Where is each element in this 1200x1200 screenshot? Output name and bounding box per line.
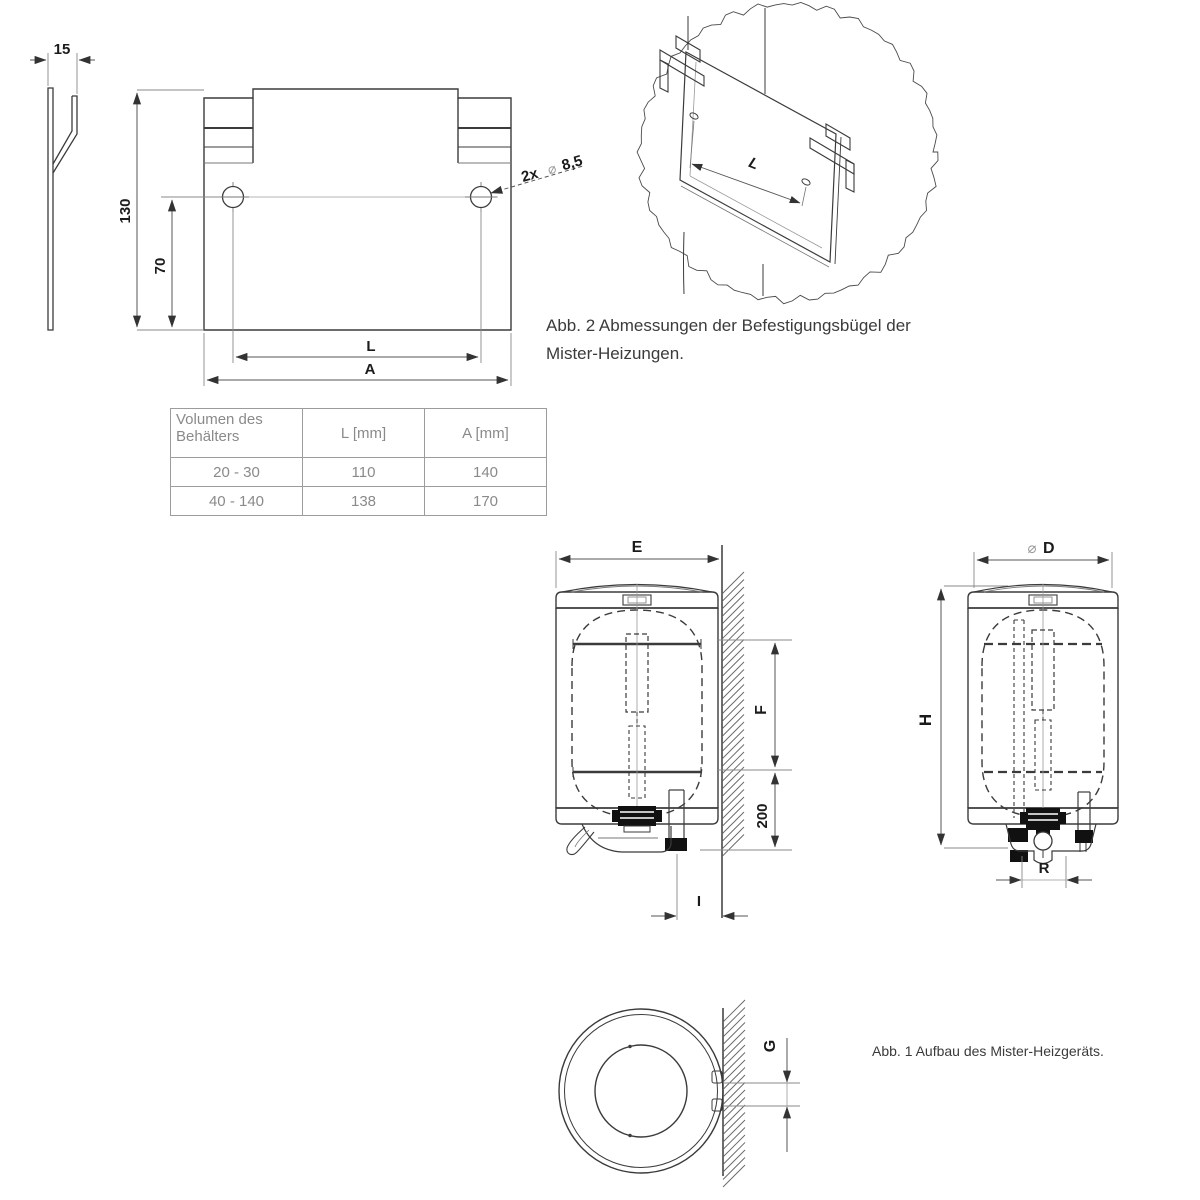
dim-label-L: L [366,338,376,355]
cell-A-2: 170 [425,487,547,516]
dim-label-G: G [762,1039,779,1053]
mounting-dimensions-table [170,408,547,516]
dim-label-130: 130 [117,198,134,224]
dim-label-70: 70 [152,257,169,275]
bracket-iso-view [637,3,938,304]
cell-volume-1: 20 - 30 [171,458,303,487]
iso-dim-label-L: L [746,154,762,174]
fig1-caption: Abb. 1 Aufbau des Mister-Heizgeräts. [872,1043,1104,1059]
dim-label-I: I [696,893,702,910]
dim-label-R: R [1038,860,1050,877]
dim-label-hole-dia: 2x ⌀ 8,5 [519,152,585,186]
fig2-caption: Abb. 2 Abmessungen der Befestigungsbügel der Mister-Heizungen. [546,316,911,363]
heater-side-view [556,545,792,920]
dim-label-A: A [364,361,376,378]
table-header-L: L [mm] [303,409,425,458]
heater-front-view [941,552,1118,888]
bracket-front-view [204,89,511,330]
dim-label-F: F [753,705,770,715]
table-header-A: A [mm] [425,409,547,458]
dim-label-D: ⌀ D [1027,539,1055,557]
dim-label-15: 15 [53,41,71,58]
heater-top-view [559,1000,800,1187]
cell-A-1: 140 [425,458,547,487]
table-row [171,458,547,487]
cell-volume-2: 40 - 140 [171,487,303,516]
dim-label-E: E [631,539,643,556]
cell-L-1: 110 [303,458,425,487]
bracket-side-profile [30,53,95,330]
dim-label-200: 200 [754,803,771,829]
dim-label-H: H [916,713,935,727]
table-header-volume: Volumen des Behälters [171,409,303,458]
cell-L-2: 138 [303,487,425,516]
table-row [171,487,547,516]
